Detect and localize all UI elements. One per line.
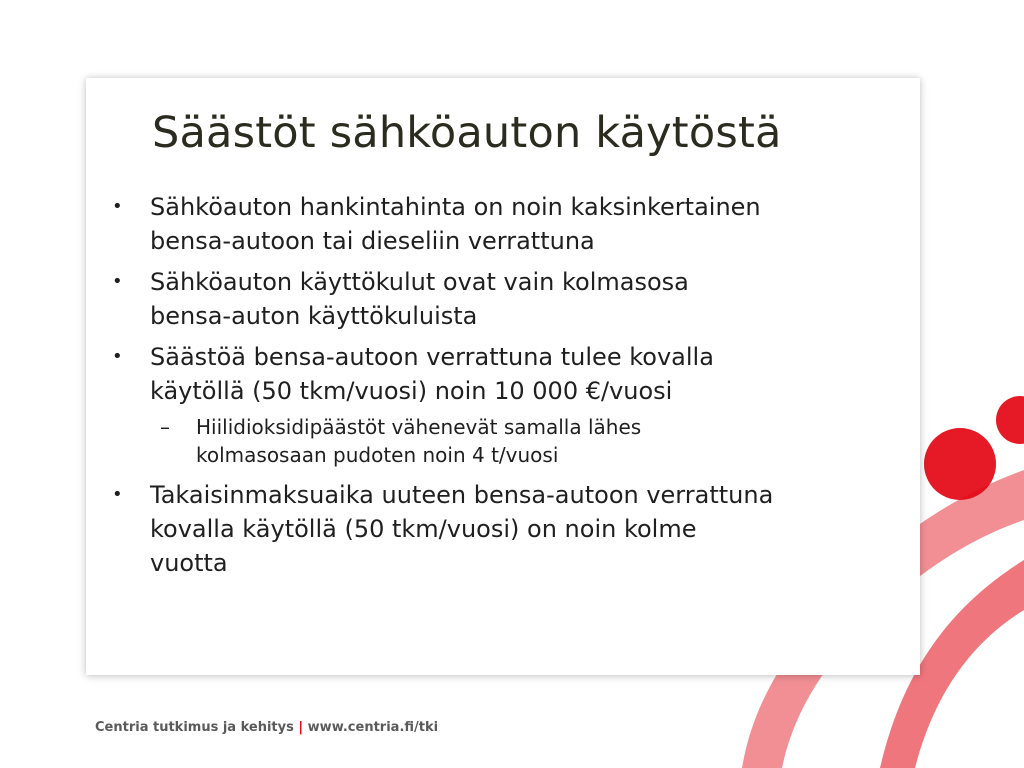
bullet-item [108, 190, 898, 258]
bullet-marker: • [112, 196, 123, 217]
bullet-text-line: Sähköauton käyttökulut ovat vain kolmasosa [150, 268, 689, 296]
bullet-text-line: Takaisinmaksuaika uuteen bensa-autoon verrattuna [150, 481, 774, 509]
bullet-item [108, 478, 898, 580]
sub-bullet-text-line: kolmasosaan pudoten noin 4 t/vuosi [196, 443, 559, 467]
slide-footer [95, 720, 438, 735]
bullet-item [108, 265, 898, 333]
logo-dot-small [996, 396, 1024, 444]
footer-separator: | [298, 720, 304, 735]
bullet-text-line: bensa-auton käyttökuluista [150, 302, 478, 330]
bullet-marker: • [112, 484, 123, 505]
bullet-text-line: vuotta [150, 549, 228, 577]
bullet-list [108, 190, 898, 587]
sub-bullet-item [108, 413, 898, 469]
bullet-text-line: käytöllä (50 tkm/vuosi) noin 10 000 €/vuosi [150, 377, 673, 405]
bullet-text-line: Sähköauton hankintahinta on noin kaksinkertainen [150, 193, 761, 221]
bullet-text-line: kovalla käytöllä (50 tkm/vuosi) on noin kolme [150, 515, 697, 543]
bullet-marker: • [112, 271, 123, 292]
bullet-text-line: Säästöä bensa-autoon verrattuna tulee kovalla [150, 343, 714, 371]
footer-org: Centria tutkimus ja kehitys [95, 720, 294, 735]
sub-bullet-marker: – [160, 415, 170, 439]
bullet-item [108, 340, 898, 408]
footer-url: www.centria.fi/tki [307, 720, 439, 735]
logo-dot-large [924, 428, 996, 500]
slide-title: Säästöt sähköauton käytöstä [152, 108, 782, 158]
bullet-text-line: bensa-autoon tai dieseliin verrattuna [150, 227, 595, 255]
sub-bullet-text-line: Hiilidioksidipäästöt vähenevät samalla lähes [196, 415, 642, 439]
bullet-marker: • [112, 346, 123, 367]
